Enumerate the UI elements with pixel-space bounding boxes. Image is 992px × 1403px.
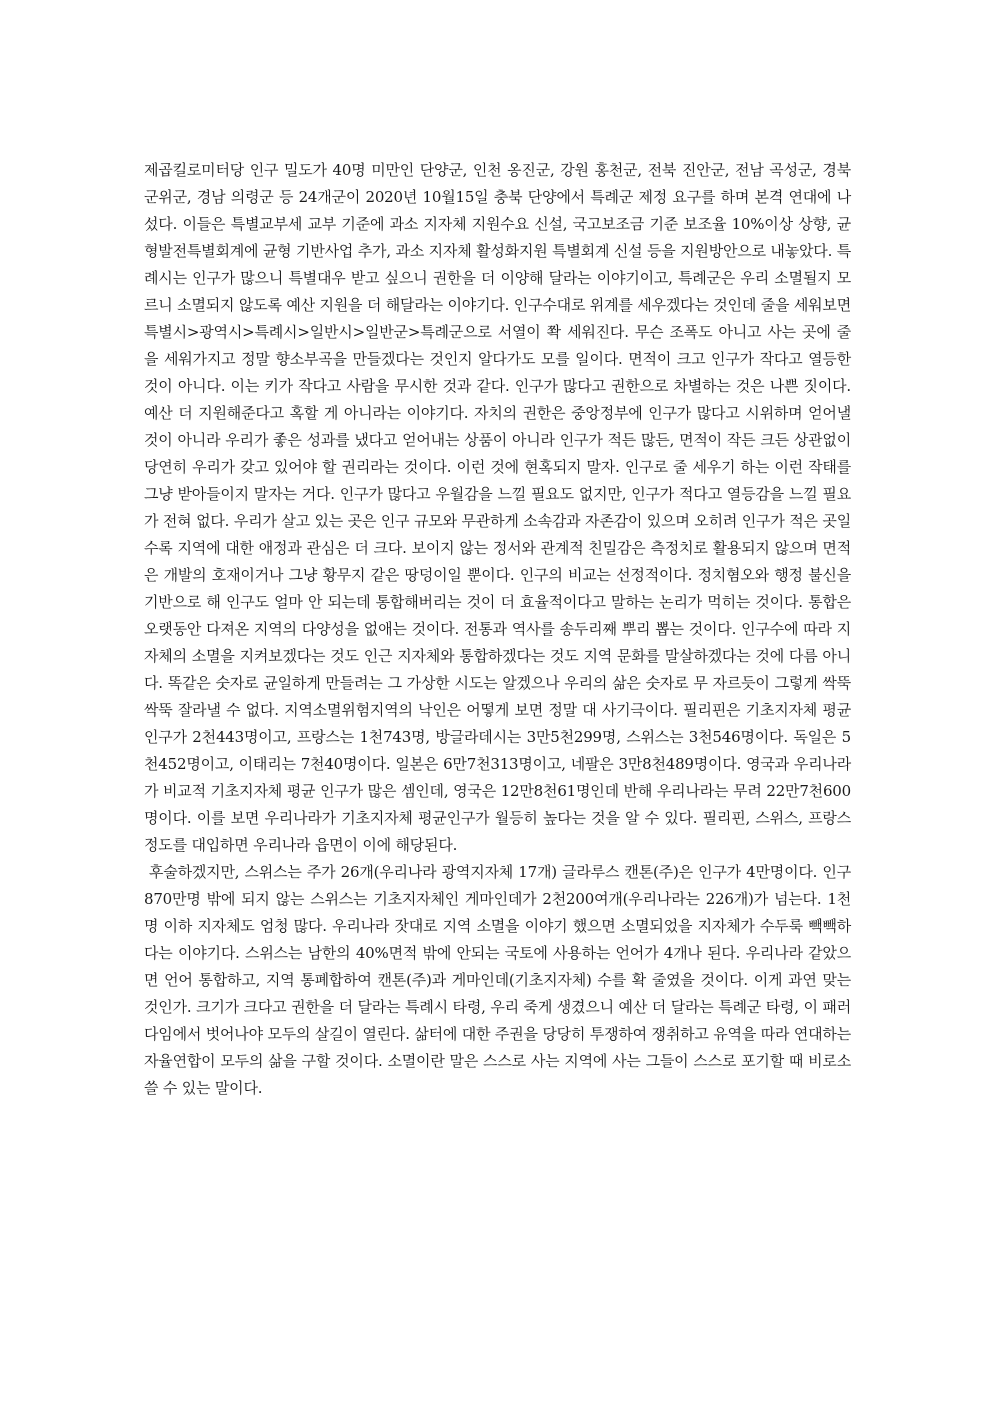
- body-text: [144, 157, 851, 1102]
- paragraph-1: 제곱킬로미터당 인구 밀도가 40명 미만인 단양군, 인천 옹진군, 강원 홍천군, 전북 진안군, 전남 곡성군, 경북 군위군, 경남 의령군 등 24개군이 2020년 10월15일 충북 단양에서 특례군 제정 요구를 하며 본격 연대에 나섰다. 이들은 특별교부세 교부 기준에 과소 지자체 지원수요 신설, 국고보조금 기준 보조율 10%이상 상향, 균형발전특별회계에 균형 기반사업 추가, 과소 지자체 활성화지원 특별회계 신설 등을 지원방안으로 내놓았다. 특례시는 인구가 많으니 특별대우 받고 싶으니 권한을 더 이양해 달라는 이야기이고, 특례군은 우리 소멸될지 모르니 소멸되지 않도록 예산 지원을 더 해달라는 이야기다. 인구수대로 위계를 세우겠다는 것인데 줄을 세워보면 특별시>광역시>특례시>일반시>일반군>특례군으로 서열이 쫙 세워진다. 무슨 조폭도 아니고 사는 곳에 줄을 세워가지고 정말 향소부곡을 만들겠다는 것인지 알다가도 모를 일이다. 면적이 크고 인구가 작다고 열등한 것이 아니다. 이는 키가 작다고 사람을 무시한 것과 같다. 인구가 많다고 권한으로 차별하는 것은 나쁜 짓이다. 예산 더 지원해준다고 혹할 게 아니라는 이야기다. 자치의 권한은 중앙정부에 인구가 많다고 시위하며 얻어낼 것이 아니라 우리가 좋은 성과를 냈다고 얻어내는 상품이 아니라 인구가 적든 많든, 면적이 작든 크든 상관없이 당연히 우리가 갖고 있어야 할 권리라는 것이다. 이런 것에 현혹되지 말자. 인구로 줄 세우기 하는 이런 작태를 그냥 받아들이지 말자는 거다. 인구가 많다고 우월감을 느낄 필요도 없지만, 인구가 적다고 열등감을 느낄 필요가 전혀 없다. 우리가 살고 있는 곳은 인구 규모와 무관하게 소속감과 자존감이 있으며 오히려 인구가 적은 곳일수록 지역에 대한 애정과 관심은 더 크다. 보이지 않는 정서와 관계적 친밀감은 측정치로 활용되지 않으며 면적은 개발의 호재이거나 그냥 황무지 같은 땅덩이일 뿐이다. 인구의 비교는 선정적이다. 정치혐오와 행정 불신을 기반으로 해 인구도 얼마 안 되는데 통합해버리는 것이 더 효율적이다고 말하는 논리가 먹히는 것이다. 통합은 오랫동안 다져온 지역의 다양성을 없애는 것이다. 전통과 역사를 송두리째 뿌리 뽑는 것이다. 인구수에 따라 지자체의 소멸을 지켜보겠다는 것도 인근 지자체와 통합하겠다는 것도 지역 문화를 말살하겠다는 것에 다름 아니다. 똑같은 숫자로 균일하게 만들려는 그 가상한 시도는 알겠으나 우리의 삶은 숫자로 무 자르듯이 그렇게 싹뚝싹뚝 잘라낼 수 없다. 지역소멸위험지역의 낙인은 어떻게 보면 정말 대 사기극이다. 필리핀은 기초지자체 평균 인구가 2천443명이고, 프랑스는 1천743명, 방글라데시는 3만5천299명, 스위스는 3천546명이다. 독일은 5천452명이고, 이태리는 7천40명이다. 일본은 6만7천313명이고, 네팔은 3만8천489명이다. 영국과 우리나라가 비교적 기초지자체 평균 인구가 많은 셈인데, 영국은 12만8천61명인데 반해 우리나라는 무려 22만7천600명이다. 이를 보면 우리나라가 기초지자체 평균인구가 월등히 높다는 것을 알 수 있다. 필리핀, 스위스, 프랑스 정도를 대입하면 우리나라 읍면이 이에 해당된다.: [144, 161, 852, 854]
- paragraph-2: 후술하겠지만, 스위스는 주가 26개(우리나라 광역지자체 17개) 글라루스 캔톤(주)은 인구가 4만명이다. 인구 870만명 밖에 되지 않는 스위스는 기초지자체인 게마인데가 2천200여개(우리나라는 226개)가 넘는다. 1천명 이하 지자체도 엄청 많다. 우리나라 잣대로 지역 소멸을 이야기 했으면 소멸되었을 지자체가 수두룩 빽빽하다는 이야기다. 스위스는 남한의 40%면적 밖에 안되는 국토에 사용하는 언어가 4개나 된다. 우리나라 같았으면 언어 통합하고, 지역 통폐합하여 캔톤(주)과 게마인데(기초지자체) 수를 확 줄였을 것이다. 이게 과연 맞는 것인가. 크기가 크다고 권한을 더 달라는 특례시 타령, 우리 죽게 생겼으니 예산 더 달라는 특례군 타령, 이 패러다임에서 벗어나야 모두의 살길이 열린다. 삶터에 대한 주권을 당당히 투쟁하여 쟁취하고 유역을 따라 연대하는 자율연합이 모두의 삶을 구할 것이다. 소멸이란 말은 스스로 사는 지역에 사는 그들이 스스로 포기할 때 비로소 쓸 수 있는 말이다.: [144, 863, 852, 1097]
